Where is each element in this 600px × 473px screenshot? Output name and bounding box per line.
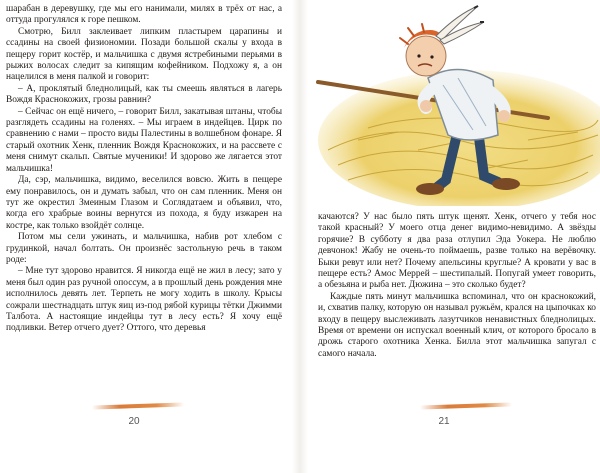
boy-hand-left: [420, 100, 432, 112]
left-page-number: 20: [128, 416, 140, 427]
left-paragraph-6: Потом мы сели ужинать, и мальчишка, набив рот хлебом с грудинкой, начал болтать. Он произнёс застольную речь в таком роде:: [6, 232, 282, 265]
boy-face: [406, 36, 446, 76]
boy-eye-right: [430, 55, 433, 58]
right-paragraph-1: качаются? У нас было пять штук щенят. Хенк, отчего у тебя нос такой красный? У моего отца денег видимо-невидимо. А звёзды горячие? В субботу я два раза отлупил Эда Уокера. Не люблю девчонок! Жабу не очень-то поймаешь, разве только на верёвочку. Быки ревут или нет? Почему апельсины круглые? А кровати у вас в пещере есть? Амос Меррей – шестипалый. Попугай умеет говорить, а обезьяна и рыба нет. Дюжина – это сколько будет?: [318, 212, 596, 291]
boy-eye-left: [417, 54, 420, 57]
right-page-ornament-rule: [420, 402, 512, 409]
left-paragraph-5: Да, сэр, мальчишка, видимо, веселился вовсю. Жить в пещере ему понравилось, он и думать забыл, что он сам пленник. Меня он тут же окрестил Змеиным Глазом и Соглядатаем и объявил, что, когда его храбрые воины вернутся из похода, я буду изжарен на костре, как только взойдёт солнце.: [6, 175, 282, 231]
boy-with-feathers-and-stick-illustration: [308, 0, 600, 206]
right-paragraph-2: Каждые пять минут мальчишка вспоминал, что он краснокожий, и, схватив палку, которую он называл ружьём, крался на цыпочках ко входу в пещеру выслеживать лазутчиков ненавистных бледнолицых. Время от времени он испускал военный клич, от которого бросало в дрожь старого охотника Хенка. Билла этот мальчишка запугал с самого начала.: [318, 291, 596, 359]
book-gutter: [292, 0, 308, 473]
left-page-text: [6, 4, 282, 335]
boy-hand-right: [498, 110, 510, 122]
left-page: [0, 0, 292, 473]
right-shoe: [492, 178, 520, 190]
right-page-text: [318, 212, 596, 360]
right-page: [308, 0, 600, 473]
left-page-ornament-rule: [92, 402, 184, 409]
right-page-number: 21: [438, 416, 450, 427]
left-paragraph-1: шарабан в деревушку, где мы его нанимали, милях в трёх от нас, а оттуда прогулялся к горе пешком.: [6, 4, 282, 26]
left-paragraph-7: – Мне тут здорово нравится. Я никогда ещё не жил в лесу; зато у меня был один раз ручной опоссум, а в прошлый день рождения мне исполнилось девять лет. Терпеть не могу ходить в школу. Крысы сожрали шестнадцать штук яиц из-под рябой курицы тётки Джимми Талбота. А настоящие индейцы тут в лесу есть? Я хочу ещё подливки. Ветер отчего дует? Оттого, что деревья: [6, 266, 282, 334]
left-paragraph-4: – Сейчас он ещё ничего, – говорит Билл, закатывая штаны, чтобы разглядеть ссадины на голенях. – Мы играем в индейцев. Цирк по сравнению с нами – просто виды Палестины в волшебном фонаре. Я старый охотник Хенк, пленник Вождя Краснокожих, и на рассвете с меня снимут скальп. Святые мученики! И здорово же лягается этот мальчишка!: [6, 106, 282, 174]
left-paragraph-3: – А, проклятый бледнолицый, как ты смеешь являться в лагерь Вождя Краснокожих, грозы равнин?: [6, 83, 282, 106]
left-paragraph-2: Смотрю, Билл заклеивает липким пластырем царапины и ссадины на своей физиономии. Позади большой скалы у входа в пещеру горит костёр, и мальчишка с двумя ястребиными перьями в рыжих волосах следит за кипящим кофейником. Подхожу я, а он нацелился в меня палкой и говорит:: [6, 26, 282, 83]
left-shoe: [416, 183, 444, 195]
